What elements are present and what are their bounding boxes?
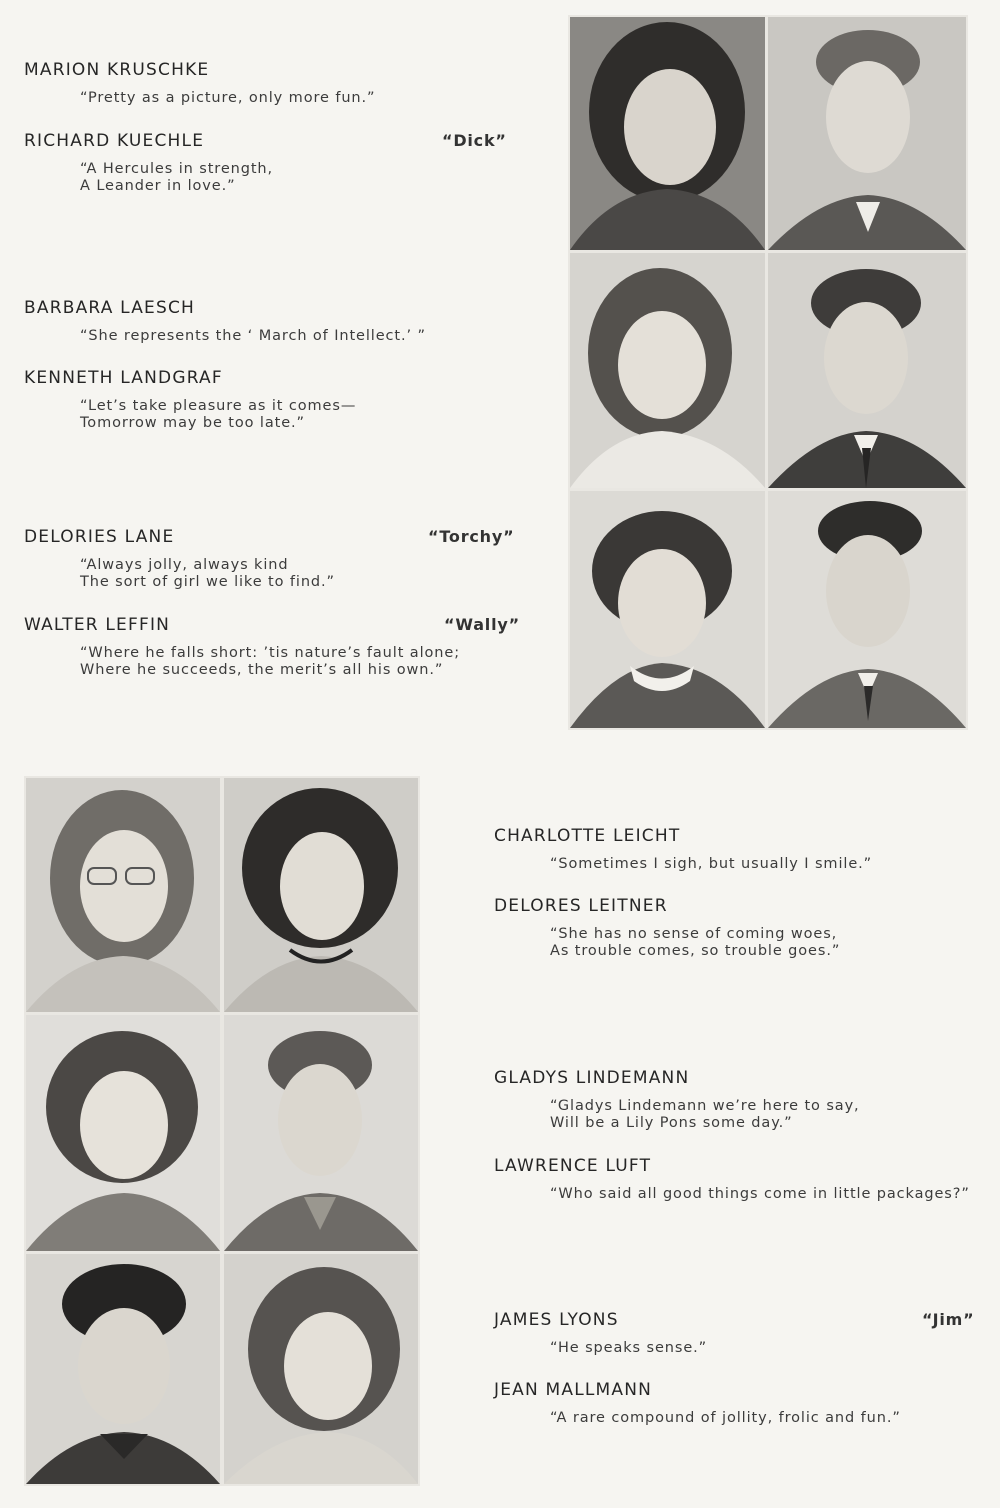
- student-name: LAWRENCE LUFT: [494, 1156, 652, 1176]
- student-quote: “She has no sense of coming woes, As trouble comes, so trouble goes.”: [550, 926, 841, 959]
- portrait-photo-barbara-laesch: [570, 253, 765, 488]
- portrait-photo-walter-leffin: [768, 491, 966, 728]
- portrait-photo-lawrence-luft: [224, 1015, 418, 1251]
- student-nickname: “Torchy”: [428, 527, 515, 546]
- student-quote: “Let’s take pleasure as it comes— Tomorrow may be too late.”: [80, 398, 357, 431]
- student-name: CHARLOTTE LEICHT: [494, 826, 681, 846]
- student-nickname: “Wally”: [444, 615, 520, 634]
- student-name: RICHARD KUECHLE: [24, 131, 205, 151]
- student-name: JEAN MALLMANN: [494, 1380, 653, 1400]
- senior-entry: [494, 1380, 974, 1427]
- student-quote: “Gladys Lindemann we’re here to say, Will be a Lily Pons some day.”: [550, 1098, 860, 1131]
- portrait-photo-delores-leitner: [224, 778, 418, 1012]
- senior-entry: [24, 131, 507, 195]
- student-name: DELORIES LANE: [24, 527, 175, 547]
- portrait-photo-charlotte-leicht: [26, 778, 220, 1012]
- portrait-photo-jean-mallmann: [224, 1254, 418, 1484]
- senior-entry: [24, 60, 504, 107]
- senior-entry: [24, 368, 504, 432]
- student-quote: “Where he falls short: ’tis nature’s fault alone; Where he succeeds, the merit’s all his own.”: [80, 645, 460, 678]
- portrait-photo-richard-kuechle: [768, 17, 966, 250]
- student-quote: “A Hercules in strength, A Leander in love.”: [80, 161, 274, 194]
- student-nickname: “Jim”: [922, 1310, 975, 1329]
- student-quote: “He speaks sense.”: [550, 1340, 708, 1356]
- student-name: KENNETH LANDGRAF: [24, 368, 223, 388]
- senior-entry: [494, 826, 974, 873]
- student-quote: “Who said all good things come in little packages?”: [550, 1186, 970, 1202]
- bottom-photo-grid: [24, 776, 420, 1486]
- portrait-photo-gladys-lindemann: [26, 1015, 220, 1251]
- portrait-photo-kenneth-landgraf: [768, 253, 966, 488]
- student-quote: “Sometimes I sigh, but usually I smile.”: [550, 856, 873, 872]
- student-name: MARION KRUSCHKE: [24, 60, 210, 80]
- student-quote: “A rare compound of jollity, frolic and fun.”: [550, 1410, 901, 1426]
- senior-entry: [494, 1156, 984, 1203]
- portrait-photo-james-lyons: [26, 1254, 220, 1484]
- senior-entry: [494, 896, 974, 960]
- senior-entry: [494, 1068, 974, 1132]
- student-nickname: “Dick”: [442, 131, 507, 150]
- student-name: DELORES LEITNER: [494, 896, 668, 916]
- senior-entry: [24, 527, 515, 591]
- portrait-photo-marion-kruschke: [570, 17, 765, 250]
- student-name: GLADYS LINDEMANN: [494, 1068, 690, 1088]
- senior-entry: [494, 1310, 974, 1357]
- student-name: BARBARA LAESCH: [24, 298, 196, 318]
- student-quote: “Pretty as a picture, only more fun.”: [80, 90, 376, 106]
- student-name: JAMES LYONS: [494, 1310, 619, 1330]
- top-photo-grid: [568, 15, 968, 730]
- student-quote: “She represents the ‘ March of Intellect.’ ”: [80, 328, 426, 344]
- portrait-photo-delories-lane: [570, 491, 765, 728]
- student-name: WALTER LEFFIN: [24, 615, 171, 635]
- senior-entry: [24, 298, 504, 345]
- senior-entry: [24, 615, 520, 679]
- student-quote: “Always jolly, always kind The sort of girl we like to find.”: [80, 557, 335, 590]
